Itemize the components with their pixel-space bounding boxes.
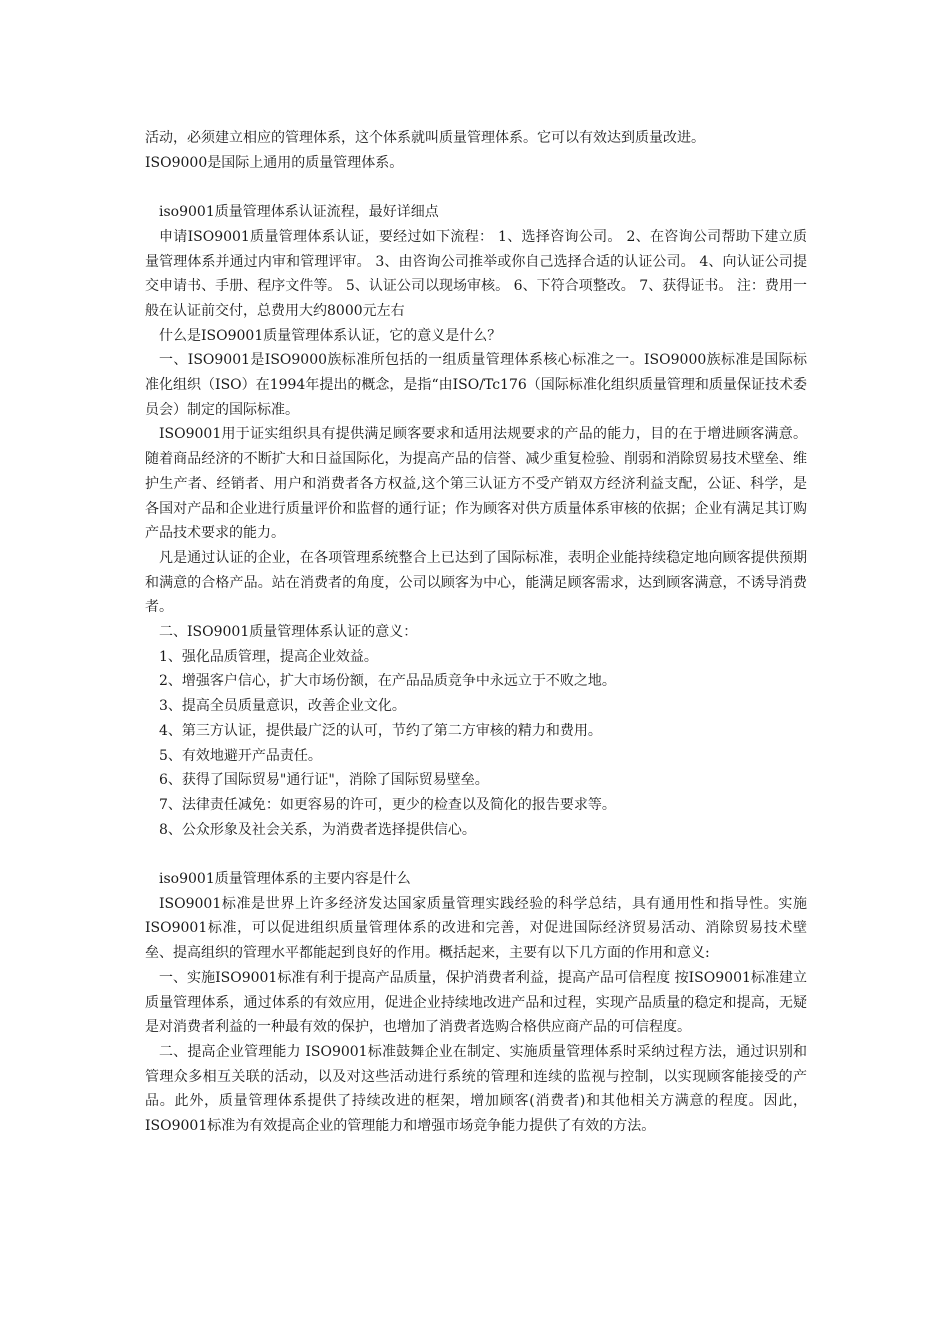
document-body [145,126,807,1139]
section-2-heading: 什么是ISO9001质量管理体系认证，它的意义是什么？ [159,327,502,344]
list-item: 1、强化品质管理，提高企业效益。 [159,648,378,665]
blank-line [145,175,807,200]
section-3-heading: iso9001质量管理体系的主要内容是什么 [159,871,411,888]
section-2-paragraph-3: 凡是通过认证的企业，在各项管理系统整合上已达到了国际标准，表明企业能持续稳定地向顾客提供预期和满意的合格产品。站在消费者的角度，公司以顾客为中心，能满足顾客需求，达到顾客满意，不诱导消费者。 [145,549,807,616]
intro-line-2: ISO9000是国际上通用的质量管理体系。 [145,154,404,171]
list-item: 5、有效地避开产品责任。 [159,747,322,764]
list-item: 7、法律责任减免：如更容易的许可，更少的检查以及简化的报告要求等。 [159,796,616,813]
intro-line-1: 活动，必须建立相应的管理体系，这个体系就叫质量管理体系。它可以有效达到质量改进。 [145,130,705,146]
blank-line [145,842,807,867]
list-item: 2、增强客户信心，扩大市场份额，在产品品质竞争中永远立于不败之地。 [159,673,616,690]
list-item: 6、获得了国际贸易"通行证"，消除了国际贸易壁垒。 [159,772,489,789]
section-2-paragraph-1: 一、ISO9001是ISO9000族标准所包括的一组质量管理体系核心标准之一。ISO9000族标准是国际标准化组织（ISO）在1994年提出的概念，是指“由ISO/Tc176（国际标准化组织质量管理和质量保证技术委员会）制定的国际标准。 [145,352,807,418]
section-1-body: 申请ISO9001质量管理体系认证，要经过如下流程： 1、选择咨询公司。 2、在咨询公司帮助下建立质量管理体系并通过内审和管理评审。 3、由咨询公司推举或你自己选择合适的认证公司。 4、向认证公司提交申请书、手册、程序文件等。 5、认证公司以现场审核。 6、下符合项整改。 7、获得证书。 注：费用一般在认证前交付，总费用大约8000元左右 [145,228,807,319]
section-2-paragraph-2: ISO9001用于证实组织具有提供满足顾客要求和适用法规要求的产品的能力，目的在于增进顾客满意。随着商品经济的不断扩大和日益国际化，为提高产品的信誉、减少重复检验、削弱和消除贸易技术壁垒、维护生产者、经销者、用户和消费者各方权益,这个第三认证方不受产销双方经济利益支配，公证、科学，是各国对产品和企业进行质量评价和监督的通行证；作为顾客对供方质量体系审核的依据；企业有满足其订购产品技术要求的能力。 [145,426,807,542]
section-3-paragraph-3: 二、提高企业管理能力 ISO9001标准鼓舞企业在制定、实施质量管理体系时采纳过程方法，通过识别和管理众多相互关联的活动，以及对这些活动进行系统的管理和连续的监视与控制，以实现顾客能接受的产品。此外，质量管理体系提供了持续改进的框架，增加顾客(消费者)和其他相关方满意的程度。因此，ISO9001标准为有效提高企业的管理能力和增强市场竞争能力提供了有效的方法。 [145,1043,807,1135]
list-item: 4、第三方认证，提供最广泛的认可，节约了第二方审核的精力和费用。 [159,722,602,739]
section-1-heading: iso9001质量管理体系认证流程，最好详细点 [159,204,439,221]
section-3-paragraph-1: ISO9001标准是世界上许多经济发达国家质量管理实践经验的科学总结，具有通用性和指导性。实施ISO9001标准，可以促进组织质量管理体系的改进和完善，对促进国际经济贸易活动、消除贸易技术壁垒、提高组织的管理水平都能起到良好的作用。概括起来，主要有以下几方面的作用和意义: [145,895,807,962]
section-3-paragraph-2: 一、实施ISO9001标准有利于提高产品质量，保护消费者利益，提高产品可信程度 按ISO9001标准建立质量管理体系，通过体系的有效应用，促进企业持续地改进产品和过程，实现产品质量的稳定和提高，无疑是对消费者利益的一种最有效的保护，也增加了消费者选购合格供应商产品的可信程度。 [145,969,807,1036]
list-item: 3、提高全员质量意识，改善企业文化。 [159,698,406,715]
list-item: 8、公众形象及社会关系，为消费者选择提供信心。 [159,821,476,838]
section-2-paragraph-4: 二、ISO9001质量管理体系认证的意义： [159,624,418,641]
